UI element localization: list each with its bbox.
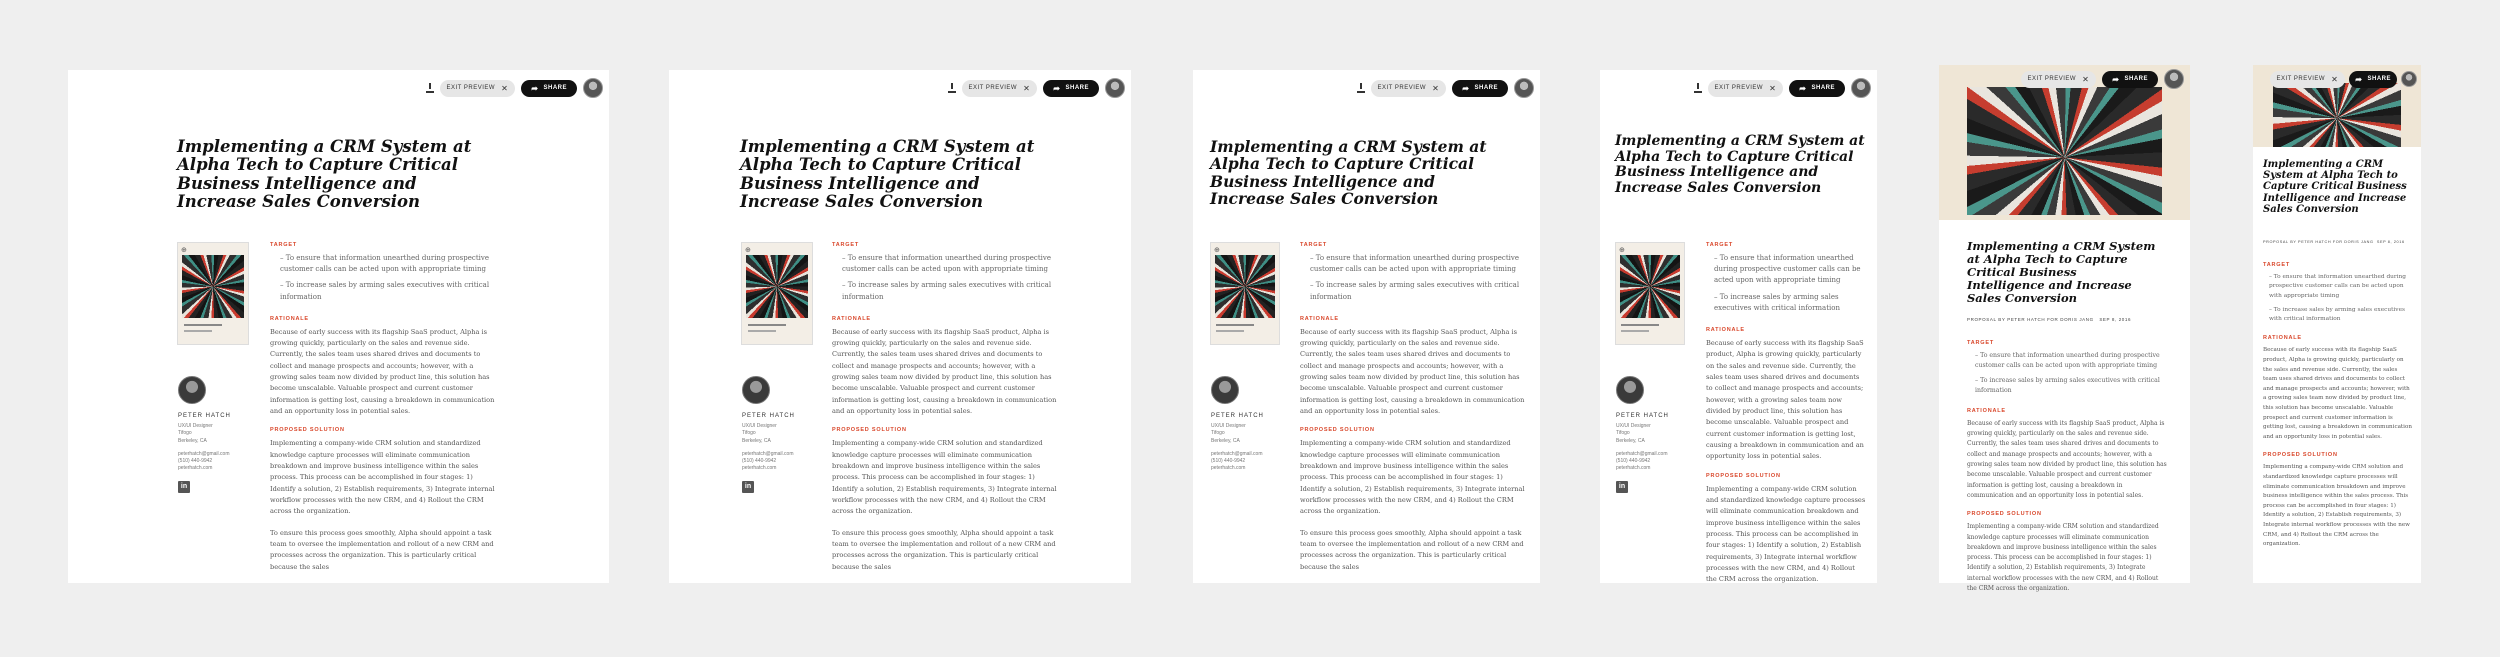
author-website[interactable]: peterhatch.com [1616,465,1651,472]
author-avatar [1211,376,1239,404]
article-body [2263,262,2413,560]
target-item: – To increase sales by arming sales executives with critical information [280,281,490,301]
exit-preview-button[interactable] [440,80,516,97]
solution-heading: PROPOSED SOLUTION [270,427,345,434]
avatar[interactable] [2164,69,2184,89]
zoom-icon: ⊕ [1214,247,1220,254]
author-phone: (510) 440-9942 [1616,458,1651,464]
preview-laptop [1193,70,1540,583]
author-avatar [178,376,206,404]
author-card [1616,376,1686,493]
close-icon: ✕ [1432,83,1440,93]
download-icon[interactable] [1694,83,1702,93]
author-role: UX/UI Designer [1211,423,1246,429]
avatar[interactable] [1851,78,1871,98]
author-card [178,376,268,493]
byline [2263,240,2405,244]
author-email[interactable]: peterhatch@gmail.com [1211,450,1263,457]
author-location: Berkeley, CA [178,437,207,444]
solution-heading: PROPOSED SOLUTION [1706,472,1781,479]
document-cover[interactable] [1615,242,1685,345]
preview-desktop-lg [669,70,1131,583]
author-location: Berkeley, CA [742,437,771,444]
preview-header [2270,69,2418,89]
exit-preview-label: EXIT PREVIEW [968,85,1018,91]
byline-author: PROPOSAL BY PETER HATCH FOR DORIS JANG [1967,317,2094,322]
share-button[interactable] [1789,80,1845,97]
avatar[interactable] [583,78,603,98]
target-heading: TARGET [832,242,860,248]
solution-heading: PROPOSED SOLUTION [1300,427,1375,434]
solution-heading: PROPOSED SOLUTION [2263,452,2338,459]
solution-heading: PROPOSED SOLUTION [832,427,907,434]
rationale-heading: RATIONALE [832,315,871,322]
article-title: Implementing a CRM System at Alpha Tech to Capture Critical Business Intelligence and Increase Sales Conversion [1210,137,1487,209]
byline [1967,317,2131,322]
close-icon: ✕ [1023,83,1031,93]
document-cover[interactable] [741,242,813,345]
share-button[interactable] [2102,71,2158,88]
target-item: – To ensure that information unearthed during prospective customer calls can be acted upon with appropriate timing [1714,254,1861,285]
rationale-heading: RATIONALE [1706,326,1745,333]
author-email[interactable]: peterhatch@gmail.com [178,450,230,457]
close-icon: ✕ [1769,83,1777,93]
preview-desktop-xl [68,70,609,583]
zoom-icon: ⊕ [1619,247,1625,254]
target-item: – To ensure that information unearthed during prospective customer calls can be acted upon with appropriate timing [1975,352,2160,369]
rationale-text: Because of early success with its flagship SaaS product, Alpha is growing quickly, particularly on the sales and revenue side. Currently, the sales team uses shared drives and documents to collect and manage prospects and accounts; however, with a growing sales team now divided by product line, this solution has become unscalable. Valuable prospect and current customer information is getting lost, causing a breakdown in communication and an opportunity loss in potential sales. [2263,347,2412,440]
target-item: – To increase sales by arming sales executives with critical information [1714,292,1841,312]
share-arrow-icon: ➦ [531,83,539,93]
rationale-heading: RATIONALE [1967,407,2006,414]
preview-mobile [2253,65,2421,583]
article-title: Implementing a CRM System at Alpha Tech to Capture Critical Business Intelligence and Increase Sales Conversion [2263,159,2407,215]
author-name: PETER HATCH [178,413,231,419]
exit-preview-button[interactable] [962,80,1038,97]
target-heading: TARGET [1300,242,1328,248]
rationale-heading: RATIONALE [2263,335,2302,342]
download-icon[interactable] [1357,83,1365,93]
rationale-heading: RATIONALE [1300,315,1339,322]
closing-text: To ensure this process goes smoothly, Alpha should appoint a task team to oversee the implementation and rollout of a new CRM and processes across the organization. This is particularly critical because the sales [270,528,494,571]
target-item: – To increase sales by arming sales executives with critical information [1975,376,2160,394]
solution-text: Implementing a company-wide CRM solution and standardized knowledge capture processes will eliminate communication breakdown and improve business intelligence within the sales process. This process can be accomplished in four stages: 1) Identify a solution, 2) Establish requirements, 3) Integrate internal workflow processes with the new CRM, and 4) Rollout the CRM across the organization. [1300,439,1525,516]
share-button[interactable] [1452,80,1508,97]
author-avatar [1616,376,1644,404]
solution-text: Implementing a company-wide CRM solution and standardized knowledge capture processes will eliminate communication breakdown and improve business intelligence within the sales process. This process can be accomplished in four stages: 1) Identify a solution, 2) Establish requirements, 3) Integrate internal workflow processes with the new CRM, and 4) Rollout the CRM across the organization. [270,439,495,516]
rationale-text: Because of early success with its flagship SaaS product, Alpha is growing quickly, particularly on the sales and revenue side. Currently, the sales team uses shared drives and documents to collect and manage prospects and accounts; however, with a growing sales team now divided by product line, this solution has become unscalable. Valuable prospect and current customer information is getting lost, causing a breakdown in communication and an opportunity loss in potential sales. [1300,327,1525,416]
cover-art [182,255,244,318]
solution-text: Implementing a company-wide CRM solution and standardized knowledge capture processes will eliminate communication breakdown and improve business intelligence within the sales process. This process can be accomplished in four stages: 1) Identify a solution, 2) Establish requirements, 3) Integrate internal workflow processes with the new CRM, and 4) Rollout the CRM across the organization. [1967,523,2159,593]
author-phone: (510) 440-9942 [178,458,213,464]
solution-text: Implementing a company-wide CRM solution and standardized knowledge capture processes will eliminate communication breakdown and improve business intelligence within the sales process. This process can be accomplished in four stages: 1) Identify a solution, 2) Establish requirements, 3) Integrate internal workflow processes with the new CRM, and 4) Rollout the CRM across the organization. [2263,464,2410,548]
author-role: UX/UI Designer [1616,423,1651,429]
share-arrow-icon: ➦ [1053,83,1061,93]
preview-tablet [1600,70,1877,583]
share-label: SHARE [2124,76,2148,82]
preview-header [948,78,1126,98]
author-role: UX/UI Designer [178,423,213,429]
exit-preview-label: EXIT PREVIEW [2276,76,2326,82]
author-location: Berkeley, CA [1616,437,1645,444]
solution-text: Implementing a company-wide CRM solution and standardized knowledge capture processes will eliminate communication breakdown and improve business intelligence within the sales process. This process can be accomplished in four stages: 1) Identify a solution, 2) Establish requirements, 3) Integrate internal workflow processes with the new CRM, and 4) Rollout the CRM across the organization. [1706,484,1866,584]
solution-heading: PROPOSED SOLUTION [1967,511,2042,518]
share-label: SHARE [1811,85,1835,91]
target-heading: TARGET [1967,340,1995,346]
cover-art [1215,255,1275,318]
document-cover[interactable] [1210,242,1280,345]
exit-preview-label: EXIT PREVIEW [2027,76,2077,82]
avatar[interactable] [1514,78,1534,98]
share-arrow-icon: ➦ [2112,74,2120,84]
author-card [742,376,822,493]
share-label: SHARE [1065,85,1089,91]
preview-header [426,78,604,98]
author-company: Tifogo [178,430,192,437]
author-name: PETER HATCH [1211,413,1264,419]
rationale-text: Because of early success with its flagship SaaS product, Alpha is growing quickly, particularly on the sales and revenue side. Currently, the sales team uses shared drives and documents to collect and manage prospects and accounts; however, with a growing sales team now divided by product line, this solution has become unscalable. Valuable prospect and current customer information is getting lost, causing a breakdown in communication and an opportunity loss in potential sales. [1706,338,1864,461]
author-card [1211,376,1289,473]
rationale-text: Because of early success with its flagship SaaS product, Alpha is growing quickly, particularly on the sales and revenue side. Currently, the sales team uses shared drives and documents to collect and manage prospects and accounts; however, with a growing sales team now divided by product line, this solution has become unscalable. Valuable prospect and current customer information is getting lost, causing a breakdown in communication and an opportunity loss in potential sales. [1967,419,2167,499]
close-icon: ✕ [2331,74,2339,84]
target-item: – To ensure that information unearthed during prospective customer calls can be acted upon with appropriate timing [280,254,489,274]
share-label: SHARE [543,85,567,91]
target-heading: TARGET [270,242,298,248]
share-button[interactable] [521,80,577,97]
preview-header [2021,69,2185,89]
article-body [270,242,500,583]
author-website[interactable]: peterhatch.com [1211,465,1246,472]
preview-header [1694,78,1872,98]
author-role: UX/UI Designer [742,423,777,429]
author-avatar [742,376,770,404]
article-title: Implementing a CRM System at Alpha Tech to Capture Critical Business Intelligence and Increase Sales Conversion [1615,133,1865,197]
exit-preview-button[interactable] [2270,71,2346,88]
author-website[interactable]: peterhatch.com [178,465,213,472]
share-button[interactable] [1043,80,1099,97]
share-label: SHARE [2367,76,2391,82]
preview-tablet-portrait [1939,65,2190,593]
download-icon[interactable] [426,83,434,93]
solution-text: Implementing a company-wide CRM solution and standardized knowledge capture processes will eliminate communication breakdown and improve business intelligence within the sales process. This process can be accomplished in four stages: 1) Identify a solution, 2) Establish requirements, 3) Integrate internal workflow processes with the new CRM, and 4) Rollout the CRM across the organization. [832,439,1057,516]
exit-preview-button[interactable] [1708,80,1784,97]
byline-date: SEP 8, 2016 [2099,317,2132,322]
author-name: PETER HATCH [742,413,795,419]
target-item: – To ensure that information unearthed during prospective customer calls can be acted upon with appropriate timing [2269,274,2406,299]
target-item: – To ensure that information unearthed during prospective customer calls can be acted upon with appropriate timing [1310,254,1519,274]
close-icon: ✕ [2082,74,2090,84]
share-arrow-icon: ➦ [2355,74,2363,84]
linkedin-icon[interactable]: in [178,481,190,493]
byline-date: SEP 8, 2016 [2376,240,2405,244]
exit-preview-label: EXIT PREVIEW [1377,85,1427,91]
byline-author: PROPOSAL BY PETER HATCH FOR DORIS JANG [2263,240,2374,244]
download-icon[interactable] [948,83,956,93]
target-item: – To increase sales by arming sales executives with critical information [1310,281,1520,301]
author-email[interactable]: peterhatch@gmail.com [1616,450,1668,457]
target-item: – To increase sales by arming sales executives with critical information [842,281,1052,301]
article-title: Implementing a CRM System at Alpha Tech to Capture Critical Business Intelligence and Increase Sales Conversion [1967,239,2156,305]
article-title: Implementing a CRM System at Alpha Tech to Capture Critical Business Intelligence and Increase Sales Conversion [177,137,472,212]
article-body [1300,242,1530,583]
article-title: Implementing a CRM System at Alpha Tech to Capture Critical Business Intelligence and Increase Sales Conversion [740,137,1035,212]
target-heading: TARGET [1706,242,1734,248]
target-item: – To ensure that information unearthed during prospective customer calls can be acted upon with appropriate timing [842,254,1051,274]
share-label: SHARE [1474,85,1498,91]
author-phone: (510) 440-9942 [1211,458,1246,464]
linkedin-icon[interactable]: in [1616,481,1628,493]
cover-art [1620,255,1680,318]
cover-art [746,255,808,318]
share-arrow-icon: ➦ [1462,83,1470,93]
author-company: Tifogo [742,430,756,437]
document-cover[interactable] [177,242,249,345]
exit-preview-label: EXIT PREVIEW [446,85,496,91]
target-item: – To increase sales by arming sales executives with critical information [2269,306,2405,323]
share-button[interactable] [2349,71,2397,88]
author-website[interactable]: peterhatch.com [742,465,777,472]
author-phone: (510) 440-9942 [742,458,777,464]
rationale-text: Because of early success with its flagship SaaS product, Alpha is growing quickly, particularly on the sales and revenue side. Currently, the sales team uses shared drives and documents to collect and manage prospects and accounts; however, with a growing sales team now divided by product line, this solution has become unscalable. Valuable prospect and current customer information is getting lost, causing a breakdown in communication and an opportunity loss in potential sales. [270,327,495,416]
article-body [1706,242,1866,596]
article-body [832,242,1060,583]
exit-preview-label: EXIT PREVIEW [1714,85,1764,91]
hero-image [2273,83,2401,147]
author-name: PETER HATCH [1616,413,1669,419]
exit-preview-button[interactable] [2021,71,2097,88]
article-body [1967,340,2167,604]
zoom-icon: ⊕ [745,247,751,254]
share-arrow-icon: ➦ [1799,83,1807,93]
avatar[interactable] [2401,71,2417,87]
hero-image [1967,87,2162,215]
author-location: Berkeley, CA [1211,437,1240,444]
exit-preview-button[interactable] [1371,80,1447,97]
zoom-icon: ⊕ [181,247,187,254]
author-email[interactable]: peterhatch@gmail.com [742,450,794,457]
preview-header [1357,78,1535,98]
closing-text: To ensure this process goes smoothly, Alpha should appoint a task team to oversee the implementation and rollout of a new CRM and processes across the organization. This is particularly critical because the sales [1300,528,1524,571]
linkedin-icon[interactable]: in [742,481,754,493]
rationale-heading: RATIONALE [270,315,309,322]
author-company: Tifogo [1616,430,1630,437]
close-icon: ✕ [501,83,509,93]
avatar[interactable] [1105,78,1125,98]
author-company: Tifogo [1211,430,1225,437]
target-heading: TARGET [2263,262,2291,268]
closing-text: To ensure this process goes smoothly, Alpha should appoint a task team to oversee the implementation and rollout of a new CRM and processes across the organization. This is particularly critical because the sales [832,528,1056,571]
rationale-text: Because of early success with its flagship SaaS product, Alpha is growing quickly, particularly on the sales and revenue side. Currently, the sales team uses shared drives and documents to collect and manage prospects and accounts; however, with a growing sales team now divided by product line, this solution has become unscalable. Valuable prospect and current customer information is getting lost, causing a breakdown in communication and an opportunity loss in potential sales. [832,327,1057,416]
